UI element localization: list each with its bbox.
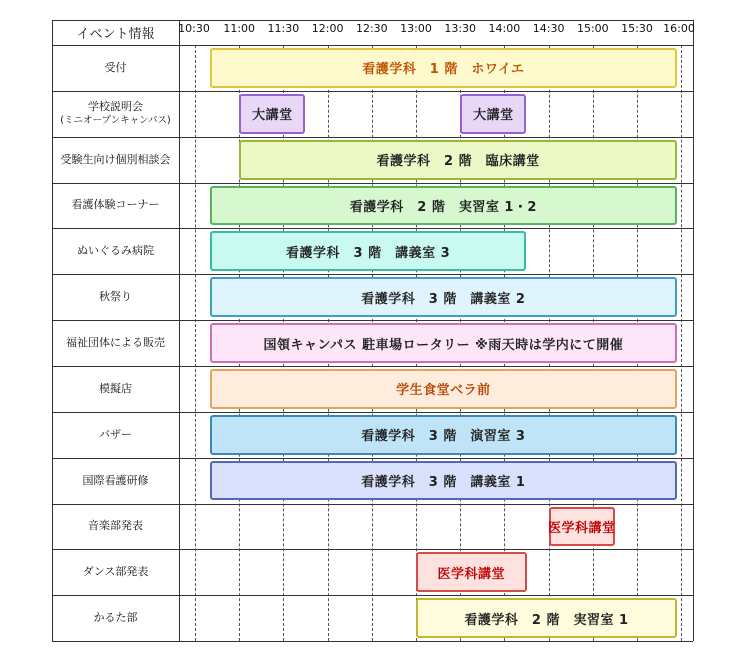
row-label	[52, 183, 179, 229]
time-label: 12:00	[311, 22, 344, 35]
row-label-text: 模擬店	[99, 381, 132, 395]
row-label	[52, 91, 179, 137]
row-label-text: 音楽部発表	[88, 519, 143, 533]
time-label: 11:00	[223, 22, 256, 35]
time-label: 11:30	[267, 22, 300, 35]
row-label	[52, 458, 179, 504]
event-bar: 看護学科 1 階 ホワイエ	[210, 48, 677, 88]
row-divider	[52, 641, 693, 642]
time-gridline	[681, 45, 682, 641]
time-label: 10:30	[178, 22, 210, 35]
event-bar: 看護学科 3 階 講義室 3	[210, 231, 527, 271]
row-label-text: かるた部	[93, 611, 138, 625]
row-label	[52, 274, 179, 320]
row-label-text: 福祉団体による販売	[66, 336, 165, 350]
row-divider	[52, 20, 693, 21]
row-label-text: ぬいぐるみ病院	[77, 244, 154, 258]
row-label-text: 受付	[104, 60, 127, 74]
event-bar: 看護学科 2 階 実習室 1・2	[210, 186, 677, 226]
row-label-text: ダンス部発表	[82, 565, 149, 579]
time-label: 12:30	[355, 22, 388, 35]
event-bar: 大講堂	[460, 94, 526, 134]
row-label-text: バザー	[99, 427, 132, 441]
time-label: 16:00	[663, 22, 695, 35]
row-label	[52, 137, 179, 183]
event-bar: 看護学科 3 階 講義室 2	[210, 277, 677, 317]
row-label-text: 秋祭り	[99, 290, 132, 304]
grid-border-label	[179, 20, 180, 641]
time-gridline	[195, 45, 196, 641]
event-bar: 看護学科 3 階 講義室 1	[210, 461, 677, 501]
time-label: 14:30	[532, 22, 565, 35]
row-label-text: 受験生向け個別相談会	[60, 152, 171, 166]
time-label: 13:30	[444, 22, 477, 35]
row-label	[52, 595, 179, 641]
event-bar: 医学科講堂	[416, 552, 527, 592]
event-bar: 看護学科 2 階 実習室 1	[416, 598, 677, 638]
event-bar: 看護学科 2 階 臨床講堂	[239, 140, 677, 180]
event-bar: 大講堂	[239, 94, 305, 134]
row-label	[52, 504, 179, 550]
header-label: イベント情報	[76, 27, 155, 42]
event-bar: 学生食堂ベラ前	[210, 369, 677, 409]
row-label	[52, 228, 179, 274]
grid-border-right	[693, 20, 694, 641]
row-label	[52, 45, 179, 91]
event-bar: 看護学科 3 階 演習室 3	[210, 415, 677, 455]
row-sublabel-text: (ミニオープンキャンパス)	[60, 114, 171, 126]
time-label: 15:00	[576, 22, 609, 35]
time-label: 13:00	[400, 22, 432, 35]
event-bar: 国領キャンパス 駐車場ロータリー ※雨天時は学内にて開催	[210, 323, 677, 363]
time-label: 14:00	[488, 22, 521, 35]
row-label-text: 国際看護研修	[82, 473, 149, 487]
row-label	[52, 549, 179, 595]
row-label	[52, 366, 179, 412]
row-label	[52, 320, 179, 366]
row-label	[52, 412, 179, 458]
row-label-text: 学校説明会	[88, 99, 143, 113]
event-bar: 医学科講堂	[549, 507, 615, 547]
row-label-text: 看護体験コーナー	[71, 198, 160, 212]
time-label: 15:30	[621, 22, 653, 35]
